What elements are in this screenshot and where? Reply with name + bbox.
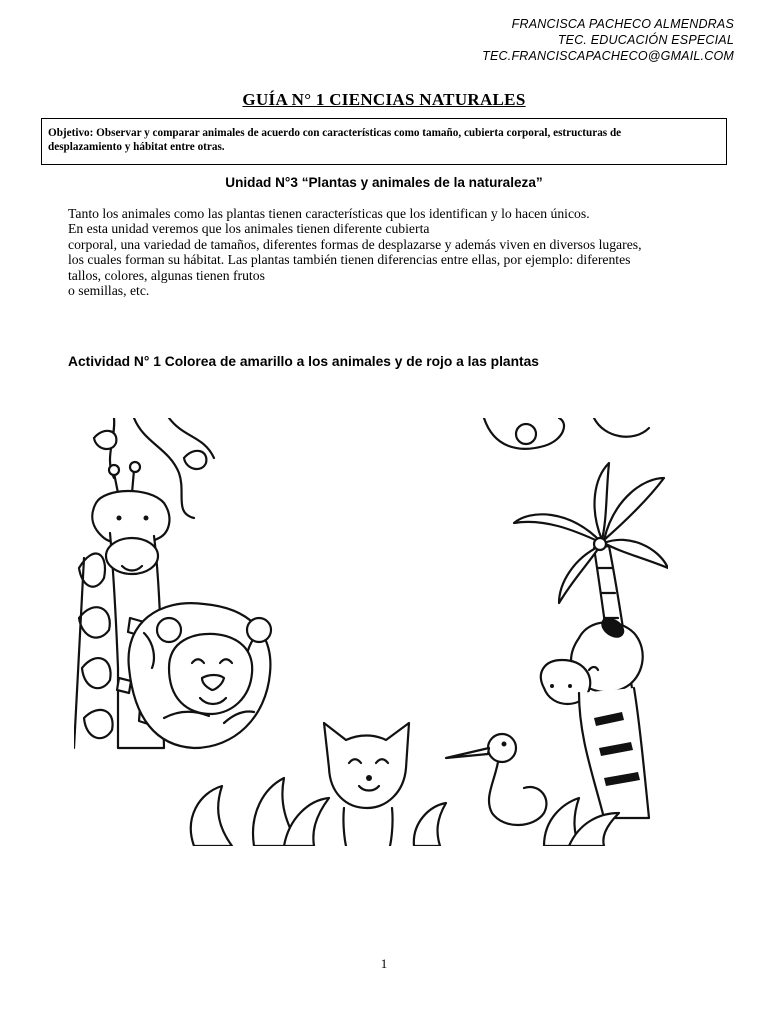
coloring-illustration <box>74 418 668 846</box>
intro-line: En esta unidad veremos que los animales tienen diferente cubierta <box>68 221 430 237</box>
objective-line-1 <box>48 126 720 140</box>
objective-text-2: desplazamiento y hábitat entre otras. <box>48 141 225 153</box>
fox-icon <box>324 723 409 846</box>
intro-paragraph <box>68 206 708 298</box>
bird-icon <box>446 734 546 825</box>
leaves-icon <box>74 554 113 748</box>
vines-icon <box>94 418 649 518</box>
activity-title: Actividad N° 1 Colorea de amarillo a los animales y de rojo a las plantas <box>68 354 539 369</box>
shrubs-icon <box>191 778 619 846</box>
author-header <box>482 16 734 64</box>
intro-line: los cuales forman su hábitat. Las plantas también tienen diferencias entre ellas, por ejemplo: diferentes <box>68 252 631 268</box>
unit-title: Unidad N°3 “Plantas y animales de la naturaleza” <box>225 175 543 190</box>
intro-line: o semillas, etc. <box>68 283 150 299</box>
zebra-icon <box>541 618 649 818</box>
objective-box <box>41 118 727 165</box>
author-role: TEC. EDUCACIÓN ESPECIAL <box>557 33 734 47</box>
author-name: FRANCISCA PACHECO ALMENDRAS <box>511 17 734 31</box>
intro-line: corporal, una variedad de tamaños, diferentes formas de desplazarse y además viven en diversos lugares, <box>68 236 642 252</box>
guide-title: GUÍA N° 1 CIENCIAS NATURALES <box>242 90 526 109</box>
author-email: TEC.FRANCISCAPACHECO@GMAIL.COM <box>482 49 734 63</box>
page-number: 1 <box>380 956 388 971</box>
objective-label: Objetivo: <box>48 127 94 139</box>
objective-text-1: Observar y comparar animales de acuerdo con características como tamaño, cubierta corporal, estructuras de <box>93 127 622 139</box>
intro-line: Tanto los animales como las plantas tienen características que los identifican y lo hacen únicos. <box>68 206 590 221</box>
lion-icon <box>129 603 271 748</box>
intro-line: tallos, colores, algunas tienen frutos <box>68 267 265 283</box>
